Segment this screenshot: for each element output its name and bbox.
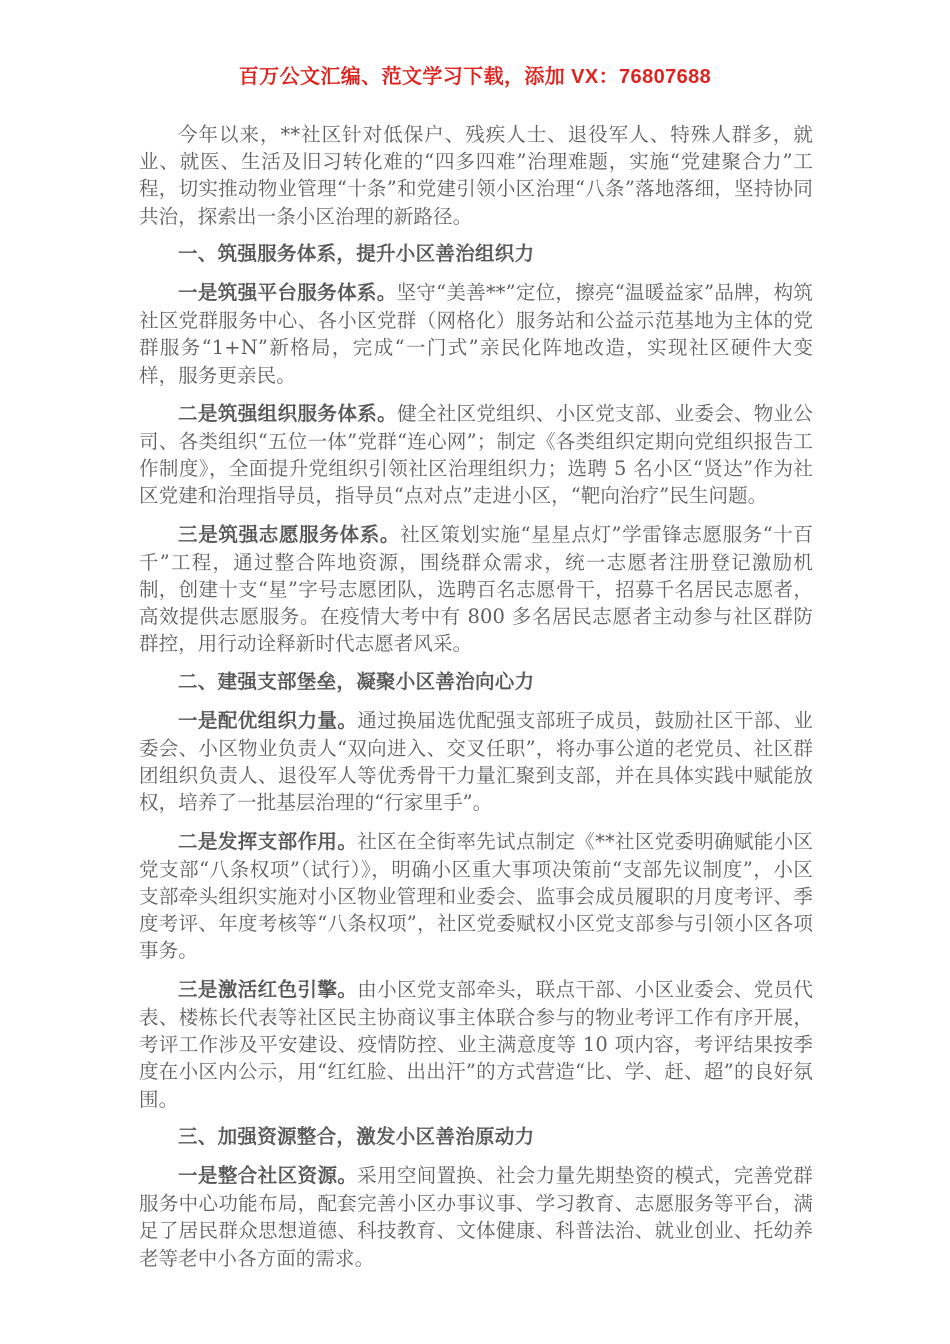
item-lead-in: 一是筑强平台服务体系。 [178, 282, 397, 305]
item-body-text: 健全社区党组织、小区党支部、业委会、物业公司、各类组织“五位一体”党群“连心网”；制定《各类组织定期向党组织报告工作制度》，全面提升党组织引领社区治理组织力；选聘 5 名小区“贤达”作为社区党建和治理指导员，指导员“点对点”走进小区，“靶向治疗”民生问题。 [139, 401, 813, 508]
item-body-text: 通过换届选优配强支部班子成员，鼓励社区干部、业委会、小区物业负责人“双向进入、交叉任职”，将办事公道的老党员、社区群团组织负责人、退役军人等优秀骨干力量汇聚到支部，并在具体实践中赋能放权，培养了一批基层治理的“行家里手”。 [139, 708, 813, 815]
item-lead-in: 一是整合社区资源。 [178, 1164, 358, 1187]
section-heading: 二、建强支部堡垒，凝聚小区善治向心力 [178, 670, 535, 693]
intro-paragraph: 今年以来，**社区针对低保户、残疾人士、退役军人、特殊人群多，就业、就医、生活及旧习转化难的“四多四难”治理难题，实施“党建聚合力”工程，切实推动物业管理“十条”和党建引领小区治理“八条”落地落细，坚持协同共治，探索出一条小区治理的新路径。 [139, 123, 813, 228]
item-body-text: 由小区党支部牵头，联点干部、小区业委会、党员代表、楼栋长代表等社区民主协商议事主体联合参与的物业考评工作有序开展，考评工作涉及平安建设、疫情防控、业主满意度等 10 项内容，考评结果按季度在小区内公示，用“红红脸、出出汗”的方式营造“比、学、赶、超”的良好氛围。 [139, 977, 813, 1111]
section-item-paragraph [139, 828, 813, 965]
item-lead-in: 三是筑强志愿服务体系。 [178, 523, 401, 546]
section-item-paragraph [139, 279, 813, 389]
promo-banner: 百万公文汇编、范文学习下载，添加 VX：76807688 [238, 66, 712, 88]
item-lead-in: 三是激活红色引擎。 [178, 978, 358, 1001]
section-item-paragraph [139, 521, 813, 658]
item-body-text: 社区在全街率先试点制定《**社区党委明确赋能小区党支部“八条权项”（试行）》，明确小区重大事项决策前“支部先议制度”，小区支部牵头组织实施对小区物业管理和业委会、监事会成员履职的月度考评、季度考评、年度考核等“八条权项”，社区党委赋权小区党支部参与引领小区各项事务。 [139, 829, 813, 963]
item-lead-in: 二是筑强组织服务体系。 [178, 402, 398, 425]
section-item-paragraph [139, 976, 813, 1113]
section-item-paragraph [139, 1162, 813, 1272]
item-body-text: 社区策划实施“星星点灯”学雷锋志愿服务“十百千”工程，通过整合阵地资源，围绕群众需求，统一志愿者注册登记激励机制，创建十支“星”字号志愿团队，选聘百名志愿骨干，招募千名居民志愿者，高效提供志愿服务。在疫情大考中有 800 多名居民志愿者主动参与社区群防群控，用行动诠释新时代志愿者风采。 [139, 522, 813, 656]
document-body [139, 121, 813, 1272]
section-heading: 三、加强资源整合，激发小区善治原动力 [178, 1125, 535, 1148]
item-body-text: 坚守“美善**”定位，擦亮“温暖益家”品牌，构筑社区党群服务中心、各小区党群（网格化）服务站和公益示范基地为主体的党群服务“1+N”新格局，完成“一门式”亲民化阵地改造，实现社区硬件大变样，服务更亲民。 [139, 281, 814, 387]
section-item-paragraph [139, 707, 813, 817]
item-body-text: 采用空间置换、社会力量先期垫资的模式，完善党群服务中心功能布局，配套完善小区办事议事、学习教育、志愿服务等平台，满足了居民群众思想道德、科技教育、文体健康、科普法治、就业创业、托幼养老等老中小各方面的需求。 [139, 1163, 813, 1270]
item-lead-in: 一是配优组织力量。 [178, 709, 358, 732]
section-item-paragraph [139, 400, 813, 510]
item-lead-in: 二是发挥支部作用。 [178, 830, 358, 853]
section-heading: 一、筑强服务体系，提升小区善治组织力 [178, 242, 535, 265]
